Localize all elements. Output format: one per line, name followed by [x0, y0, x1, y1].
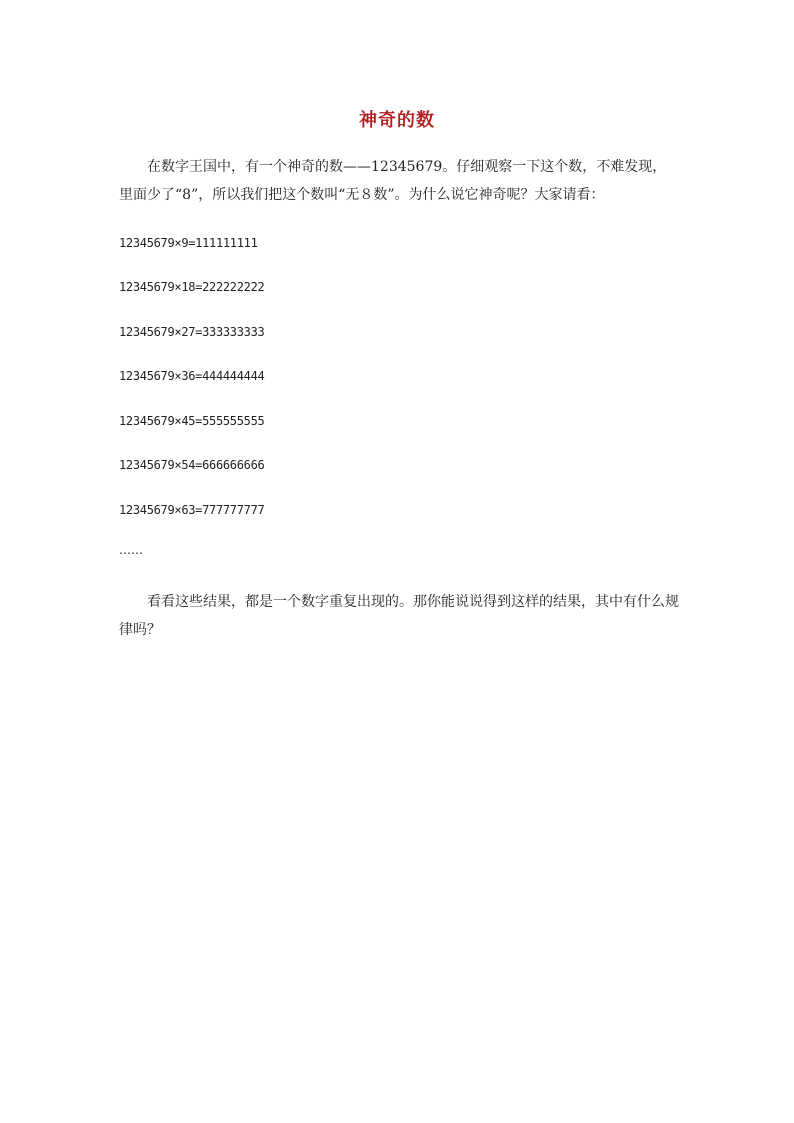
equation-line: 12345679×27=333333333 — [119, 325, 265, 339]
equation-line: 12345679×18=222222222 — [119, 280, 265, 294]
page-title: 神奇的数 — [359, 110, 435, 131]
closing-paragraph: 看看这些结果，都是一个数字重复出现的。那你能说说得到这样的结果，其中有什么规律吗？ — [119, 594, 679, 638]
equation-line: 12345679×9=111111111 — [119, 236, 258, 250]
equation-line: 12345679×45=555555555 — [119, 414, 265, 428]
intro-paragraph: 在数字王国中，有一个神奇的数——12345679。仔细观察一下这个数，不难发现，里面少了“8”，所以我们把这个数叫“无８数”。为什么说它神奇呢？大家请看： — [119, 159, 667, 203]
equation-line: 12345679×54=666666666 — [119, 458, 265, 472]
ellipsis: …… — [119, 543, 143, 557]
equation-line: 12345679×63=777777777 — [119, 503, 265, 517]
equation-line: 12345679×36=444444444 — [119, 369, 265, 383]
